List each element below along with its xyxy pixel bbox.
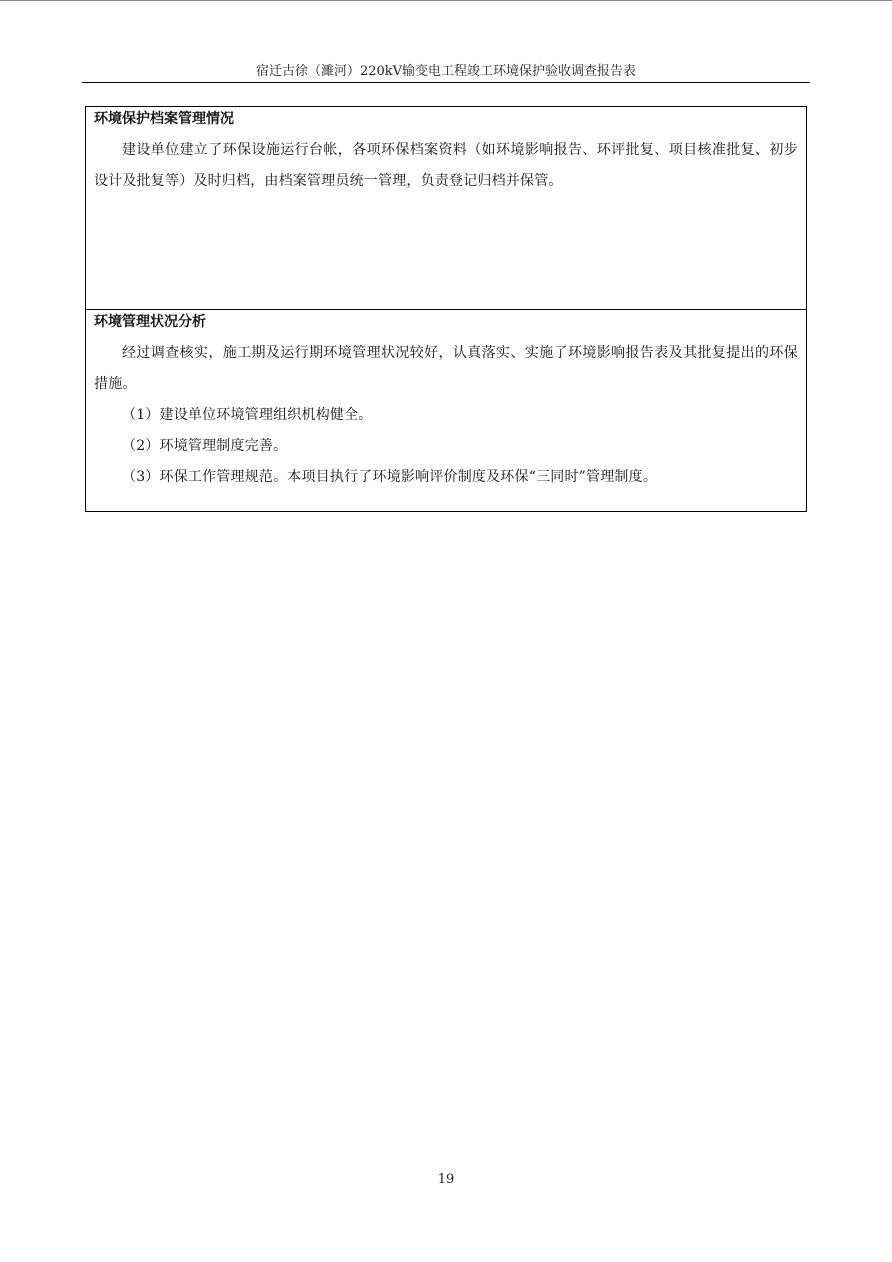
page-top-border [0,0,892,1]
section-title: 环境管理状况分析 [94,314,206,330]
section-title: 环境保护档案管理情况 [94,111,234,127]
list-item: （2）环境管理制度完善。 [122,438,288,454]
list-item: （1）建设单位环境管理组织机构健全。 [122,407,373,423]
archive-management-section [86,107,806,309]
environmental-management-analysis-section [86,309,806,511]
page-number: 19 [437,1172,455,1187]
header-rule [82,82,810,83]
section-paragraph: 经过调查核实，施工期及运行期环境管理状况较好，认真落实、实施了环境影响报告表及其批复提出的环保措施。 [94,345,798,392]
report-table [85,106,807,512]
running-header: 宿迁古徐（濉河）220kV输变电工程竣工环境保护验收调查报告表 [255,64,637,79]
list-item: （3）环保工作管理规范。本项目执行了环境影响评价制度及环保“三同时”管理制度。 [122,469,658,485]
section-paragraph: 建设单位建立了环保设施运行台帐，各项环保档案资料（如环境影响报告、环评批复、项目核准批复、初步设计及批复等）及时归档，由档案管理员统一管理，负责登记归档并保管。 [94,142,798,189]
